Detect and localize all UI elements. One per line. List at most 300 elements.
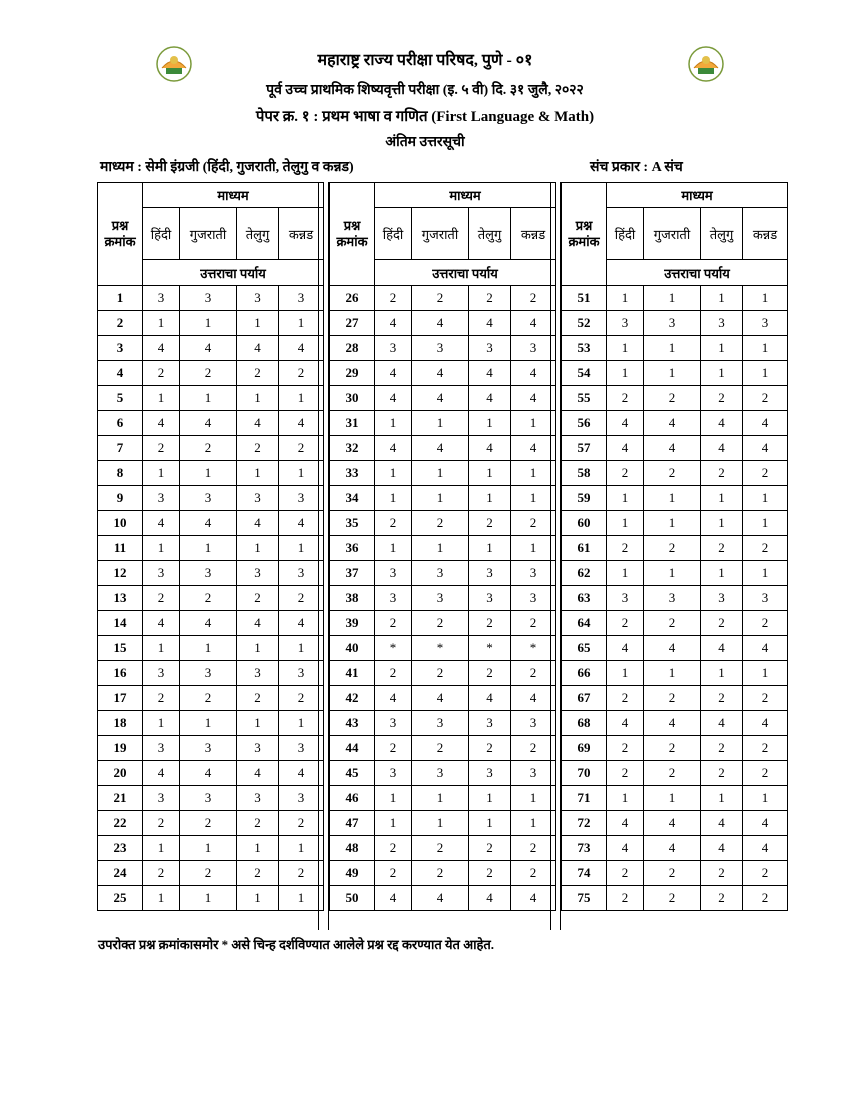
table-row xyxy=(562,386,788,411)
answer-cell: 1 xyxy=(143,311,180,336)
answer-cell: 2 xyxy=(644,861,701,886)
answer-cell: 4 xyxy=(469,686,511,711)
answer-cell: 2 xyxy=(607,461,644,486)
language-header: कन्नड xyxy=(743,208,788,260)
question-number: 63 xyxy=(562,586,607,611)
table-row xyxy=(562,461,788,486)
question-number: 36 xyxy=(330,536,375,561)
answer-cell: 2 xyxy=(375,661,412,686)
table-row xyxy=(98,811,324,836)
answer-cell: 3 xyxy=(180,561,237,586)
footnote: उपरोक्त प्रश्न क्रमांकासमोर * असे चिन्ह दर्शविण्यात आलेले प्रश्न रद्द करण्यात येत आहेत. xyxy=(98,937,495,952)
table-row xyxy=(562,836,788,861)
table-row xyxy=(98,511,324,536)
answer-cell: 4 xyxy=(607,411,644,436)
question-number: 41 xyxy=(330,661,375,686)
medium-header: माध्यम xyxy=(375,183,556,208)
paper-title: पेपर क्र. १ : प्रथम भाषा व गणित (First Language & Math) xyxy=(255,109,595,125)
answer-cell: 1 xyxy=(743,561,788,586)
answer-cell: 4 xyxy=(375,436,412,461)
answer-cell: 2 xyxy=(701,686,743,711)
answer-cell: 1 xyxy=(644,511,701,536)
question-number: 37 xyxy=(330,561,375,586)
table-row xyxy=(98,536,324,561)
answer-cell: 3 xyxy=(469,711,511,736)
table-row xyxy=(330,336,556,361)
answer-cell: 1 xyxy=(143,886,180,911)
question-number: 33 xyxy=(330,461,375,486)
answer-cell: 1 xyxy=(607,511,644,536)
answer-cell: 1 xyxy=(644,486,701,511)
answer-cell: 2 xyxy=(511,861,556,886)
answer-cell: 3 xyxy=(412,561,469,586)
answer-cell: 3 xyxy=(375,561,412,586)
answer-cell: 3 xyxy=(237,561,279,586)
table-row xyxy=(562,586,788,611)
answer-cell: 3 xyxy=(143,561,180,586)
answer-cell: 1 xyxy=(701,486,743,511)
answer-cell: 2 xyxy=(644,536,701,561)
question-number: 3 xyxy=(98,336,143,361)
table-row xyxy=(330,736,556,761)
answer-cell: 3 xyxy=(180,486,237,511)
answer-cell: 1 xyxy=(412,486,469,511)
question-number: 7 xyxy=(98,436,143,461)
answer-cell: 4 xyxy=(644,436,701,461)
answer-cell: 4 xyxy=(279,761,324,786)
answer-cell: 1 xyxy=(412,411,469,436)
answer-cell: 2 xyxy=(279,586,324,611)
answer-cell: 2 xyxy=(743,761,788,786)
answer-cell: 1 xyxy=(375,486,412,511)
table-row xyxy=(330,386,556,411)
answer-cell: 1 xyxy=(644,786,701,811)
table-row xyxy=(330,786,556,811)
set-label: संच प्रकार : A संच xyxy=(590,160,683,175)
table-row xyxy=(562,486,788,511)
answer-cell: 4 xyxy=(143,511,180,536)
table-row xyxy=(98,686,324,711)
answer-cell: 1 xyxy=(607,336,644,361)
answer-cell: 1 xyxy=(237,311,279,336)
answer-cell: 2 xyxy=(607,686,644,711)
answer-cell: 2 xyxy=(279,361,324,386)
answer-cell: 4 xyxy=(511,686,556,711)
answer-cell: 1 xyxy=(237,461,279,486)
table-row xyxy=(98,786,324,811)
answer-cell: 2 xyxy=(180,686,237,711)
answer-options-header: उत्तराचा पर्याय xyxy=(607,260,788,286)
question-number: 51 xyxy=(562,286,607,311)
answer-cell: 4 xyxy=(511,386,556,411)
answer-cell: 2 xyxy=(279,436,324,461)
question-number: 72 xyxy=(562,811,607,836)
answer-cell: 1 xyxy=(237,636,279,661)
question-number: 60 xyxy=(562,511,607,536)
answer-cell: 2 xyxy=(279,861,324,886)
answer-cell: 1 xyxy=(743,661,788,686)
answer-cell: 2 xyxy=(701,461,743,486)
answer-cell: 4 xyxy=(469,361,511,386)
answer-cell: 2 xyxy=(237,586,279,611)
answer-cell: 1 xyxy=(743,336,788,361)
answer-cell: 1 xyxy=(279,711,324,736)
medium-header: माध्यम xyxy=(143,183,324,208)
question-number: 44 xyxy=(330,736,375,761)
question-number: 34 xyxy=(330,486,375,511)
answer-cell: 1 xyxy=(143,836,180,861)
language-header: गुजराती xyxy=(180,208,237,260)
answer-cell: 4 xyxy=(180,411,237,436)
answer-cell: 4 xyxy=(743,636,788,661)
question-number: 57 xyxy=(562,436,607,461)
answer-cell: 1 xyxy=(180,886,237,911)
answer-cell: 2 xyxy=(279,686,324,711)
question-number: 25 xyxy=(98,886,143,911)
answer-cell: 2 xyxy=(701,886,743,911)
answer-cell: 2 xyxy=(375,836,412,861)
question-number: 54 xyxy=(562,361,607,386)
question-number: 17 xyxy=(98,686,143,711)
answer-cell: 2 xyxy=(701,536,743,561)
table-row xyxy=(330,286,556,311)
table-row xyxy=(330,886,556,911)
table-row xyxy=(98,711,324,736)
language-header: हिंदी xyxy=(143,208,180,260)
answer-cell: 1 xyxy=(607,786,644,811)
table-row xyxy=(98,486,324,511)
medium-label: माध्यम : सेमी इंग्रजी (हिंदी, गुजराती, तेलुगु व कन्नड) xyxy=(100,160,354,175)
answer-cell: 3 xyxy=(180,286,237,311)
answer-cell: 4 xyxy=(412,886,469,911)
question-number: 56 xyxy=(562,411,607,436)
answer-cell: 2 xyxy=(375,511,412,536)
answer-cell: 1 xyxy=(701,661,743,686)
answer-cell: 1 xyxy=(743,286,788,311)
answer-cell: 1 xyxy=(180,836,237,861)
table-row xyxy=(562,811,788,836)
answer-cell: 3 xyxy=(412,711,469,736)
question-number: 65 xyxy=(562,636,607,661)
answer-cell: 1 xyxy=(143,536,180,561)
table-row xyxy=(330,461,556,486)
answer-cell: 4 xyxy=(412,386,469,411)
question-number: 39 xyxy=(330,611,375,636)
answer-cell: 4 xyxy=(143,336,180,361)
answer-cell: 1 xyxy=(180,536,237,561)
answer-cell: 2 xyxy=(237,686,279,711)
answer-cell: 1 xyxy=(279,386,324,411)
answer-cell: 3 xyxy=(412,761,469,786)
question-number: 42 xyxy=(330,686,375,711)
question-number-header: प्रश्न क्रमांक xyxy=(562,183,607,286)
table-row xyxy=(562,436,788,461)
answer-cell: 4 xyxy=(743,811,788,836)
question-number: 31 xyxy=(330,411,375,436)
table-row xyxy=(562,361,788,386)
answer-cell: 1 xyxy=(511,461,556,486)
answer-cell: * xyxy=(469,636,511,661)
answer-cell: 1 xyxy=(237,886,279,911)
language-header: हिंदी xyxy=(607,208,644,260)
answer-cell: 2 xyxy=(469,861,511,886)
question-number: 59 xyxy=(562,486,607,511)
table-row xyxy=(98,636,324,661)
question-number: 16 xyxy=(98,661,143,686)
answer-cell: 1 xyxy=(375,811,412,836)
answer-cell: 1 xyxy=(743,486,788,511)
table-row xyxy=(98,586,324,611)
answer-cell: 2 xyxy=(412,511,469,536)
answer-cell: 2 xyxy=(701,736,743,761)
answer-cell: 2 xyxy=(644,761,701,786)
answer-cell: 3 xyxy=(279,661,324,686)
answer-cell: 2 xyxy=(743,886,788,911)
answer-cell: 2 xyxy=(511,661,556,686)
answer-cell: 4 xyxy=(180,336,237,361)
answer-cell: 1 xyxy=(511,786,556,811)
answer-cell: 1 xyxy=(701,786,743,811)
answer-cell: 1 xyxy=(644,561,701,586)
answer-cell: 4 xyxy=(375,686,412,711)
answer-cell: 4 xyxy=(237,411,279,436)
answer-cell: 4 xyxy=(180,511,237,536)
answer-cell: 4 xyxy=(743,836,788,861)
table-row xyxy=(98,336,324,361)
answer-cell: 3 xyxy=(237,661,279,686)
answer-cell: 2 xyxy=(279,811,324,836)
question-number: 75 xyxy=(562,886,607,911)
answer-cell: 2 xyxy=(412,286,469,311)
answer-cell: 1 xyxy=(469,461,511,486)
answer-cell: 1 xyxy=(412,461,469,486)
answer-cell: 4 xyxy=(412,311,469,336)
answer-cell: 2 xyxy=(511,836,556,861)
answer-cell: 4 xyxy=(237,761,279,786)
table-row xyxy=(98,311,324,336)
council-title: महाराष्ट्र राज्य परीक्षा परिषद, पुणे - ०१ xyxy=(317,52,533,69)
answer-cell: 4 xyxy=(180,611,237,636)
table-row xyxy=(562,761,788,786)
question-number: 48 xyxy=(330,836,375,861)
answer-cell: 3 xyxy=(237,286,279,311)
answer-cell: 2 xyxy=(180,436,237,461)
answer-cell: 2 xyxy=(607,386,644,411)
answer-cell: 1 xyxy=(644,661,701,686)
answer-cell: 3 xyxy=(279,561,324,586)
answer-cell: 2 xyxy=(412,836,469,861)
table-row xyxy=(562,286,788,311)
answer-cell: 4 xyxy=(701,436,743,461)
answer-cell: 2 xyxy=(469,736,511,761)
answer-cell: 1 xyxy=(143,711,180,736)
answer-cell: 2 xyxy=(701,386,743,411)
answer-cell: 4 xyxy=(701,711,743,736)
answer-cell: 1 xyxy=(511,486,556,511)
language-header: गुजराती xyxy=(644,208,701,260)
answer-cell: 1 xyxy=(644,361,701,386)
answer-cell: 3 xyxy=(237,736,279,761)
answer-cell: 3 xyxy=(279,486,324,511)
table-row xyxy=(562,711,788,736)
answer-cell: 2 xyxy=(143,686,180,711)
answer-cell: 4 xyxy=(412,436,469,461)
answer-cell: 3 xyxy=(412,336,469,361)
question-number: 8 xyxy=(98,461,143,486)
question-number: 14 xyxy=(98,611,143,636)
answer-cell: 4 xyxy=(237,611,279,636)
answer-cell: 1 xyxy=(743,786,788,811)
answer-cell: 1 xyxy=(143,461,180,486)
answer-cell: 2 xyxy=(375,286,412,311)
answer-cell: 1 xyxy=(607,661,644,686)
answer-cell: 4 xyxy=(644,836,701,861)
answer-cell: 4 xyxy=(743,411,788,436)
answer-cell: 4 xyxy=(469,886,511,911)
answer-cell: 1 xyxy=(180,636,237,661)
answer-cell: * xyxy=(375,636,412,661)
question-number: 21 xyxy=(98,786,143,811)
question-number: 4 xyxy=(98,361,143,386)
answer-cell: 4 xyxy=(412,361,469,386)
table-row xyxy=(562,861,788,886)
question-number: 28 xyxy=(330,336,375,361)
answer-cell: 1 xyxy=(375,411,412,436)
question-number: 69 xyxy=(562,736,607,761)
answer-cell: 2 xyxy=(143,436,180,461)
answer-cell: 1 xyxy=(701,561,743,586)
question-number: 62 xyxy=(562,561,607,586)
table-row xyxy=(562,686,788,711)
question-number: 30 xyxy=(330,386,375,411)
answer-cell: 1 xyxy=(180,386,237,411)
answer-cell: 2 xyxy=(375,611,412,636)
answer-cell: 4 xyxy=(743,436,788,461)
answer-cell: 2 xyxy=(644,386,701,411)
question-number: 73 xyxy=(562,836,607,861)
answer-cell: 2 xyxy=(237,811,279,836)
answer-cell: 4 xyxy=(511,436,556,461)
answer-cell: 4 xyxy=(469,436,511,461)
answer-cell: 1 xyxy=(375,461,412,486)
question-number: 23 xyxy=(98,836,143,861)
answer-cell: 2 xyxy=(511,286,556,311)
answer-cell: 2 xyxy=(469,611,511,636)
answer-cell: 2 xyxy=(143,361,180,386)
answer-cell: 2 xyxy=(701,611,743,636)
answer-cell: 1 xyxy=(469,486,511,511)
question-number: 38 xyxy=(330,586,375,611)
question-number: 71 xyxy=(562,786,607,811)
answer-cell: 4 xyxy=(644,811,701,836)
answer-cell: 1 xyxy=(279,836,324,861)
answer-cell: 4 xyxy=(607,711,644,736)
answer-cell: 2 xyxy=(644,686,701,711)
answer-cell: 4 xyxy=(375,386,412,411)
answer-cell: 3 xyxy=(469,761,511,786)
question-number: 15 xyxy=(98,636,143,661)
answer-cell: 3 xyxy=(607,311,644,336)
answer-cell: 2 xyxy=(701,761,743,786)
table-row xyxy=(98,461,324,486)
answer-cell: 2 xyxy=(375,861,412,886)
answer-cell: 1 xyxy=(701,286,743,311)
question-number: 40 xyxy=(330,636,375,661)
question-number: 66 xyxy=(562,661,607,686)
answer-cell: 2 xyxy=(412,611,469,636)
answer-cell: 1 xyxy=(607,561,644,586)
answer-cell: 2 xyxy=(511,511,556,536)
answer-cell: 1 xyxy=(279,311,324,336)
answer-cell: 3 xyxy=(237,486,279,511)
question-number: 46 xyxy=(330,786,375,811)
answer-cell: 3 xyxy=(701,311,743,336)
question-number: 12 xyxy=(98,561,143,586)
table-row xyxy=(562,536,788,561)
answer-cell: 3 xyxy=(511,336,556,361)
answer-cell: 2 xyxy=(469,661,511,686)
answer-cell: 1 xyxy=(644,336,701,361)
question-number: 58 xyxy=(562,461,607,486)
answer-cell: 1 xyxy=(180,311,237,336)
table-row xyxy=(98,736,324,761)
answer-cell: 1 xyxy=(607,286,644,311)
answer-cell: 4 xyxy=(607,436,644,461)
answer-cell: 4 xyxy=(701,836,743,861)
answer-cell: 1 xyxy=(180,461,237,486)
question-number: 55 xyxy=(562,386,607,411)
answer-cell: 2 xyxy=(511,736,556,761)
answer-cell: 3 xyxy=(375,586,412,611)
question-number: 32 xyxy=(330,436,375,461)
answer-cell: 2 xyxy=(469,836,511,861)
answer-cell: 3 xyxy=(511,761,556,786)
answer-cell: 2 xyxy=(743,861,788,886)
answer-cell: 3 xyxy=(180,786,237,811)
question-number: 10 xyxy=(98,511,143,536)
answer-cell: 3 xyxy=(279,286,324,311)
table-row xyxy=(330,486,556,511)
question-number: 67 xyxy=(562,686,607,711)
answer-cell: 1 xyxy=(701,336,743,361)
answer-cell: 3 xyxy=(180,661,237,686)
answer-cell: 1 xyxy=(237,536,279,561)
answer-cell: 1 xyxy=(237,836,279,861)
table-row xyxy=(562,661,788,686)
answer-cell: 2 xyxy=(180,586,237,611)
answer-cell: 4 xyxy=(375,311,412,336)
answer-cell: 1 xyxy=(412,786,469,811)
table-row xyxy=(330,711,556,736)
answer-cell: 2 xyxy=(743,686,788,711)
answer-cell: 1 xyxy=(743,361,788,386)
answer-cell: 4 xyxy=(143,761,180,786)
table-row xyxy=(98,886,324,911)
answer-key-table-1 xyxy=(97,182,324,911)
language-header: गुजराती xyxy=(412,208,469,260)
table-row xyxy=(330,761,556,786)
answer-cell: * xyxy=(511,636,556,661)
table-row xyxy=(330,836,556,861)
table-row xyxy=(330,811,556,836)
question-number: 43 xyxy=(330,711,375,736)
answer-cell: 2 xyxy=(743,461,788,486)
answer-cell: * xyxy=(412,636,469,661)
answer-cell: 4 xyxy=(644,711,701,736)
language-header: कन्नड xyxy=(279,208,324,260)
answer-cell: 2 xyxy=(607,886,644,911)
table-row xyxy=(98,836,324,861)
